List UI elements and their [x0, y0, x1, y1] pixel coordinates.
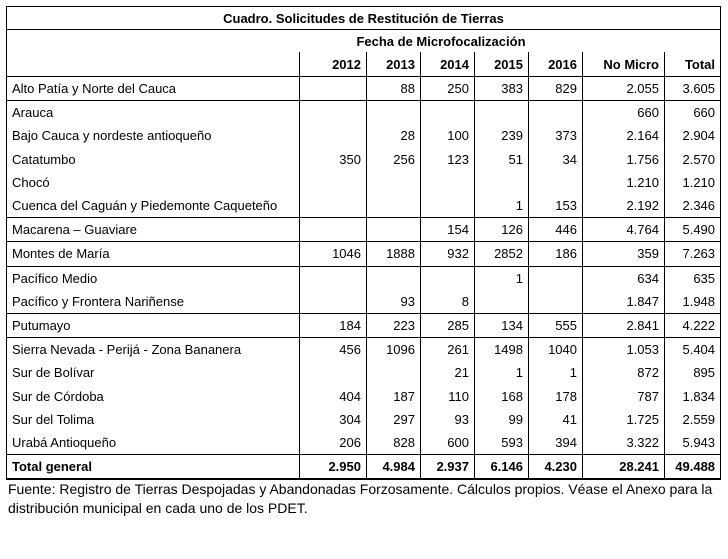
table-cell: 3.605	[665, 77, 721, 101]
table-row	[7, 361, 721, 384]
row-label: Urabá Antioqueño	[7, 431, 300, 455]
table-cell: 261	[421, 338, 475, 362]
table-cell: 110	[421, 384, 475, 407]
table-cell: 1.725	[583, 408, 665, 431]
row-label: Arauca	[7, 101, 300, 125]
source-note: Fuente: Registro de Tierras Despojadas y Abandonadas Forzosamente. Cálculos propios. Véase el Anexo para la distribución municipal en cada uno de los PDET.	[8, 481, 713, 517]
row-label: Sur de Córdoba	[7, 384, 300, 407]
table-cell	[421, 194, 475, 218]
row-label: Macarena – Guaviare	[7, 218, 300, 242]
table-cell	[300, 361, 367, 384]
table-row	[7, 194, 721, 218]
table-cell: 126	[475, 218, 529, 242]
table-cell: 394	[529, 431, 583, 455]
table-cell: 2.164	[583, 124, 665, 147]
table-row	[7, 290, 721, 314]
table-cell: 2.559	[665, 408, 721, 431]
table-cell: 2852	[475, 242, 529, 266]
table-cell: 8	[421, 290, 475, 314]
table-cell: 28	[367, 124, 421, 147]
table-cell	[300, 101, 367, 125]
table-cell: 1046	[300, 242, 367, 266]
table-cell: 634	[583, 266, 665, 290]
table-cell: 186	[529, 242, 583, 266]
table-cell: 93	[367, 290, 421, 314]
total-cell: 49.488	[665, 455, 721, 480]
table-cell	[421, 266, 475, 290]
table-cell: 828	[367, 431, 421, 455]
total-row	[7, 455, 721, 480]
row-label: Sur de Bolívar	[7, 361, 300, 384]
column-header: 2014	[421, 52, 475, 77]
table-cell: 1	[475, 194, 529, 218]
table-row	[7, 338, 721, 362]
group-header: Fecha de Microfocalización	[356, 33, 526, 49]
table-cell	[421, 101, 475, 125]
table-cell	[300, 194, 367, 218]
row-label: Putumayo	[7, 313, 300, 337]
table-cell: 1040	[529, 338, 583, 362]
total-cell: 28.241	[583, 455, 665, 480]
table-cell: 304	[300, 408, 367, 431]
table-cell: 7.263	[665, 242, 721, 266]
table-cell	[300, 77, 367, 101]
table-cell: 2.055	[583, 77, 665, 101]
table-cell	[475, 101, 529, 125]
table-cell: 787	[583, 384, 665, 407]
table-cell: 660	[583, 101, 665, 125]
table-cell: 359	[583, 242, 665, 266]
table-cell: 2.192	[583, 194, 665, 218]
table-cell: 446	[529, 218, 583, 242]
table-cell: 383	[475, 77, 529, 101]
table-cell: 93	[421, 408, 475, 431]
table-row	[7, 242, 721, 266]
total-cell: 4.230	[529, 455, 583, 480]
table-cell: 593	[475, 431, 529, 455]
table-cell: 297	[367, 408, 421, 431]
table-cell: 3.322	[583, 431, 665, 455]
table-row	[7, 124, 721, 147]
table-row	[7, 101, 721, 125]
table-cell: 34	[529, 148, 583, 171]
table-cell	[475, 171, 529, 194]
table-cell	[367, 361, 421, 384]
table-cell: 5.404	[665, 338, 721, 362]
table-cell: 2.904	[665, 124, 721, 147]
table-row	[7, 313, 721, 337]
table-cell	[367, 171, 421, 194]
table-cell: 223	[367, 313, 421, 337]
table-cell: 1	[475, 266, 529, 290]
total-label: Total general	[7, 455, 300, 480]
table-cell: 4.764	[583, 218, 665, 242]
row-label: Catatumbo	[7, 148, 300, 171]
table-cell	[367, 101, 421, 125]
row-label: Pacífico Medio	[7, 266, 300, 290]
total-cell: 4.984	[367, 455, 421, 480]
table-title: Cuadro. Solicitudes de Restitución de Tierras	[7, 7, 721, 30]
table-row	[7, 431, 721, 455]
table-cell	[529, 171, 583, 194]
table-cell	[300, 171, 367, 194]
table-cell	[300, 266, 367, 290]
table-cell: 178	[529, 384, 583, 407]
row-label: Sierra Nevada - Perijá - Zona Bananera	[7, 338, 300, 362]
table-cell	[367, 218, 421, 242]
table-cell: 187	[367, 384, 421, 407]
table-cell: 932	[421, 242, 475, 266]
table-cell: 100	[421, 124, 475, 147]
total-cell: 2.950	[300, 455, 367, 480]
table-cell: 88	[367, 77, 421, 101]
table-cell: 5.943	[665, 431, 721, 455]
table-cell: 872	[583, 361, 665, 384]
table-cell: 206	[300, 431, 367, 455]
table-cell: 239	[475, 124, 529, 147]
table-cell	[421, 171, 475, 194]
table-row	[7, 77, 721, 101]
restitution-table	[6, 6, 721, 480]
table-cell: 256	[367, 148, 421, 171]
table-row	[7, 408, 721, 431]
table-cell	[475, 290, 529, 314]
table-cell: 5.490	[665, 218, 721, 242]
table-cell: 1.210	[583, 171, 665, 194]
table-cell: 250	[421, 77, 475, 101]
table-cell	[300, 290, 367, 314]
column-header: 2016	[529, 52, 583, 77]
table-cell: 154	[421, 218, 475, 242]
row-label: Montes de María	[7, 242, 300, 266]
table-cell	[367, 194, 421, 218]
table-cell: 660	[665, 101, 721, 125]
table-cell: 1.847	[583, 290, 665, 314]
table-cell	[529, 266, 583, 290]
table-row	[7, 218, 721, 242]
table-cell	[300, 124, 367, 147]
table-cell: 555	[529, 313, 583, 337]
row-label: Sur del Tolima	[7, 408, 300, 431]
table-cell: 1888	[367, 242, 421, 266]
table-row	[7, 171, 721, 194]
column-header: No Micro	[583, 52, 665, 77]
total-cell: 6.146	[475, 455, 529, 480]
row-label: Chocó	[7, 171, 300, 194]
document	[6, 6, 720, 518]
table-row	[7, 266, 721, 290]
table-cell	[529, 101, 583, 125]
table-body	[7, 77, 721, 480]
table-cell: 4.222	[665, 313, 721, 337]
table-cell: 350	[300, 148, 367, 171]
total-cell: 2.937	[421, 455, 475, 480]
table-cell: 41	[529, 408, 583, 431]
column-header: Total	[665, 52, 721, 77]
table-row	[7, 148, 721, 171]
column-header: 2015	[475, 52, 529, 77]
table-cell: 134	[475, 313, 529, 337]
table-cell: 373	[529, 124, 583, 147]
table-cell	[300, 218, 367, 242]
table-cell	[367, 266, 421, 290]
column-header-row	[7, 52, 721, 77]
table-cell: 1.948	[665, 290, 721, 314]
table-cell: 1.756	[583, 148, 665, 171]
table-row	[7, 384, 721, 407]
table-cell: 1.834	[665, 384, 721, 407]
table-cell: 600	[421, 431, 475, 455]
table-cell: 153	[529, 194, 583, 218]
table-cell: 2.841	[583, 313, 665, 337]
table-cell: 635	[665, 266, 721, 290]
table-cell: 1.210	[665, 171, 721, 194]
row-label: Bajo Cauca y nordeste antioqueño	[7, 124, 300, 147]
table-cell: 1	[475, 361, 529, 384]
table-cell: 2.346	[665, 194, 721, 218]
table-cell: 1096	[367, 338, 421, 362]
table-cell: 184	[300, 313, 367, 337]
table-cell: 21	[421, 361, 475, 384]
row-label: Pacífico y Frontera Nariñense	[7, 290, 300, 314]
table-cell: 2.570	[665, 148, 721, 171]
table-cell: 285	[421, 313, 475, 337]
table-cell: 123	[421, 148, 475, 171]
column-header: 2012	[300, 52, 367, 77]
table-cell: 99	[475, 408, 529, 431]
table-cell: 51	[475, 148, 529, 171]
column-header: 2013	[367, 52, 421, 77]
table-cell: 1.053	[583, 338, 665, 362]
table-cell: 895	[665, 361, 721, 384]
table-cell: 1498	[475, 338, 529, 362]
table-cell	[529, 290, 583, 314]
table-cell: 404	[300, 384, 367, 407]
table-cell: 829	[529, 77, 583, 101]
row-label: Cuenca del Caguán y Piedemonte Caqueteño	[7, 194, 300, 218]
table-cell: 456	[300, 338, 367, 362]
table-cell: 168	[475, 384, 529, 407]
table-cell: 1	[529, 361, 583, 384]
row-label: Alto Patía y Norte del Cauca	[7, 77, 300, 101]
